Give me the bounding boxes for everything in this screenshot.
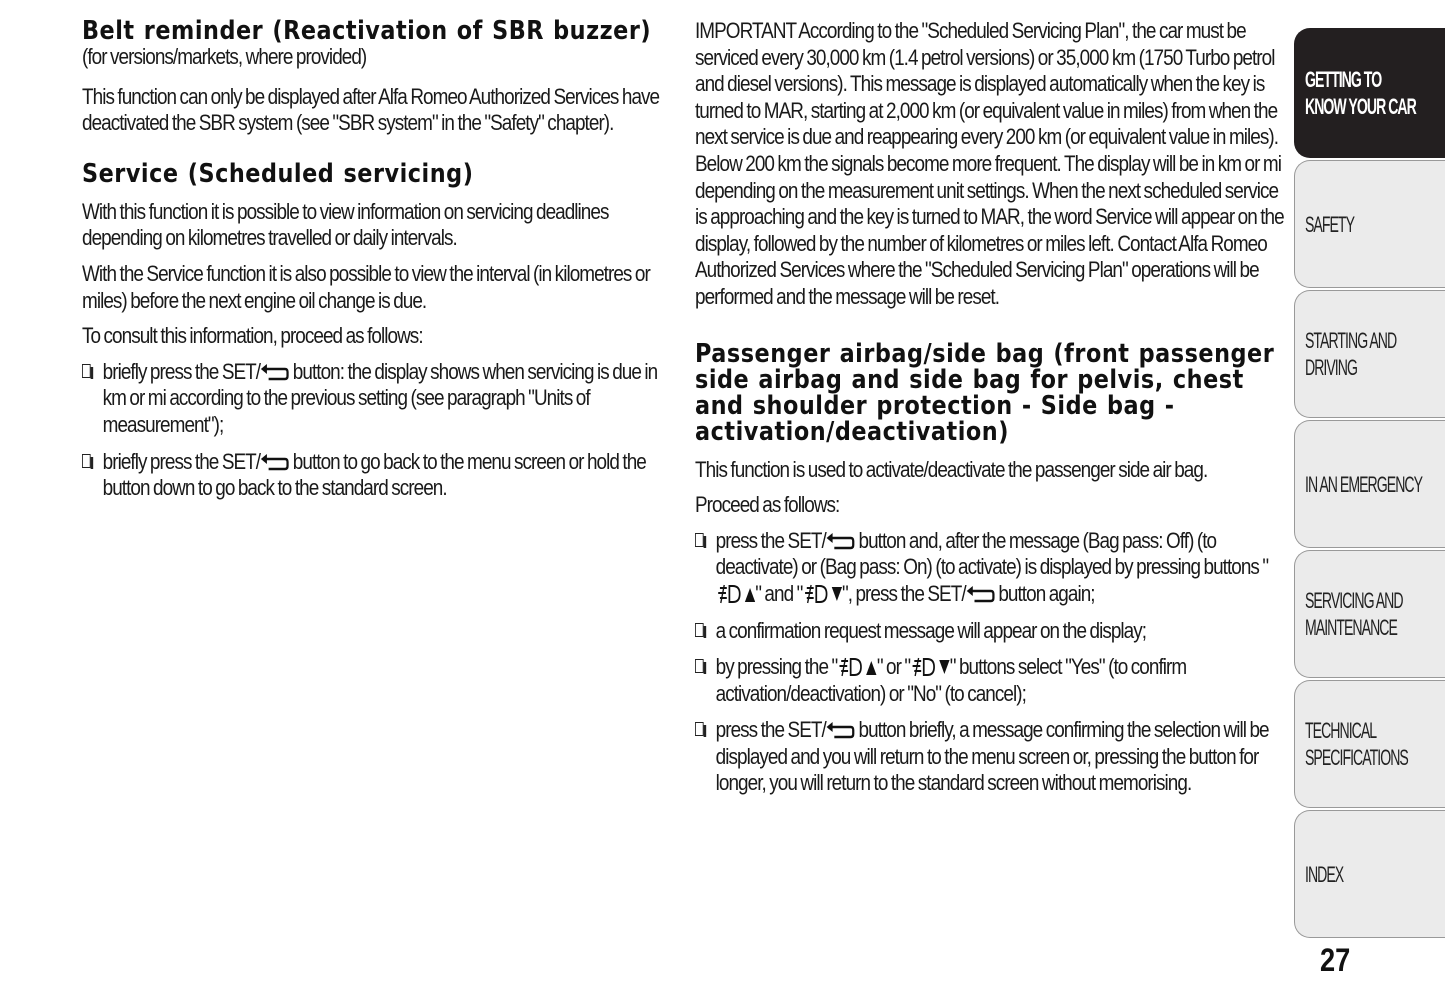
tab-in-an-emergency[interactable]: IN AN EMERGENCY bbox=[1294, 420, 1445, 548]
checkbox-bullet-icon bbox=[695, 533, 704, 547]
tab-index[interactable]: INDEX bbox=[1294, 810, 1445, 938]
tab-safety[interactable]: SAFETY bbox=[1294, 160, 1445, 288]
light-up-button-icon bbox=[716, 583, 756, 605]
belt-reminder-body: This function can only be displayed after Alfa Romeo Authorized Services have deactivated the SBR system (see "SBR system" in the "Safety" chapter). bbox=[82, 83, 660, 136]
tab-technical-specifications[interactable]: TECHNICAL SPECIFICATIONS bbox=[1294, 680, 1445, 808]
tab-servicing-and-maintenance[interactable]: SERVICING AND MAINTENANCE bbox=[1294, 550, 1445, 678]
airbag-heading: Passenger airbag/side bag (front passenger side airbag and side bag for pelvis, chest and shoulder protection - Side bag - activation/deactivation) bbox=[695, 338, 1275, 447]
light-down-button-icon bbox=[910, 656, 950, 678]
right-column bbox=[695, 18, 1285, 807]
important-note: IMPORTANT According to the "Scheduled Servicing Plan", the car must be serviced every 30,000 km (1.4 petrol versions) or 35,000 km (1750 Turbo petrol and diesel versions). This message is displayed automatically when the key is turned to MAR, starting at 2,000 km (or equivalent value in miles) from when the next service is due and reappearing every 200 km (or equivalent value in miles). Below 200 km the signals become more frequent. The display will be in km or mi depending on the measurement unit settings. When the next scheduled service is approaching and the key is turned to MAR, the word Service will appear on the display, followed by the number of kilometres or miles left. Contact Alfa Romeo Authorized Services where the "Scheduled Servicing Plan" operations will be performed and the message will be reset. bbox=[695, 18, 1284, 309]
set-back-button-icon bbox=[260, 361, 289, 383]
tab-getting-to-know-your-car[interactable]: GETTING TO KNOW YOUR CAR bbox=[1294, 28, 1445, 158]
checkbox-bullet-icon bbox=[695, 623, 704, 637]
list-item: a confirmation request message will appear on the display; bbox=[695, 618, 1285, 645]
belt-reminder-heading: Belt reminder (Reactivation of SBR buzzer) bbox=[82, 16, 652, 46]
left-column bbox=[82, 18, 672, 512]
chapter-tabs bbox=[1292, 0, 1445, 998]
set-back-button-icon bbox=[260, 451, 289, 473]
list-item: briefly press the SET/ button: the display shows when servicing is due in km or mi according to the previous setting (see paragraph "Units of measurement"); bbox=[82, 359, 672, 439]
checkbox-bullet-icon bbox=[695, 659, 704, 673]
set-back-button-icon bbox=[826, 530, 855, 552]
checkbox-bullet-icon bbox=[82, 364, 91, 378]
service-paragraph-2: With the Service function it is also possible to view the interval (in kilometres or miles) before the next engine oil change is due. bbox=[82, 260, 650, 313]
service-paragraph-3: To consult this information, proceed as follows: bbox=[82, 323, 423, 349]
airbag-paragraph-2: Proceed as follows: bbox=[695, 492, 840, 518]
belt-reminder-subtitle: (for versions/markets, where provided) bbox=[82, 44, 367, 69]
airbag-paragraph-1: This function is used to activate/deactivate the passenger side air bag. bbox=[695, 456, 1208, 482]
checkbox-bullet-icon bbox=[695, 722, 704, 736]
light-down-button-icon bbox=[802, 583, 842, 605]
set-back-button-icon bbox=[826, 719, 855, 741]
light-up-button-icon bbox=[837, 656, 877, 678]
list-item: press the SET/ button and, after the message (Bag pass: Off) (to deactivate) or (Bag pass: On) (to activate) is displayed by pressing buttons "" and " ", press the SET/ button again; bbox=[695, 528, 1285, 608]
tab-starting-and-driving[interactable]: STARTING AND DRIVING bbox=[1294, 290, 1445, 418]
list-item: by pressing the " " or " " buttons select "Yes" (to confirm activation/deactivation) or "No" (to cancel); bbox=[695, 654, 1285, 707]
list-item: press the SET/ button briefly, a message confirming the selection will be displayed and you will return to the menu screen or, pressing the button for longer, you will return to the standard screen without memorising. bbox=[695, 717, 1285, 797]
list-item: briefly press the SET/ button to go back to the menu screen or hold the button down to go back to the standard screen. bbox=[82, 449, 672, 502]
page-number: 27 bbox=[1320, 942, 1351, 978]
checkbox-bullet-icon bbox=[82, 454, 91, 468]
set-back-button-icon bbox=[966, 583, 995, 605]
service-paragraph-1: With this function it is possible to view information on servicing deadlines depending on kilometres travelled or daily intervals. bbox=[82, 198, 609, 251]
service-heading: Service (Scheduled servicing) bbox=[82, 158, 474, 189]
